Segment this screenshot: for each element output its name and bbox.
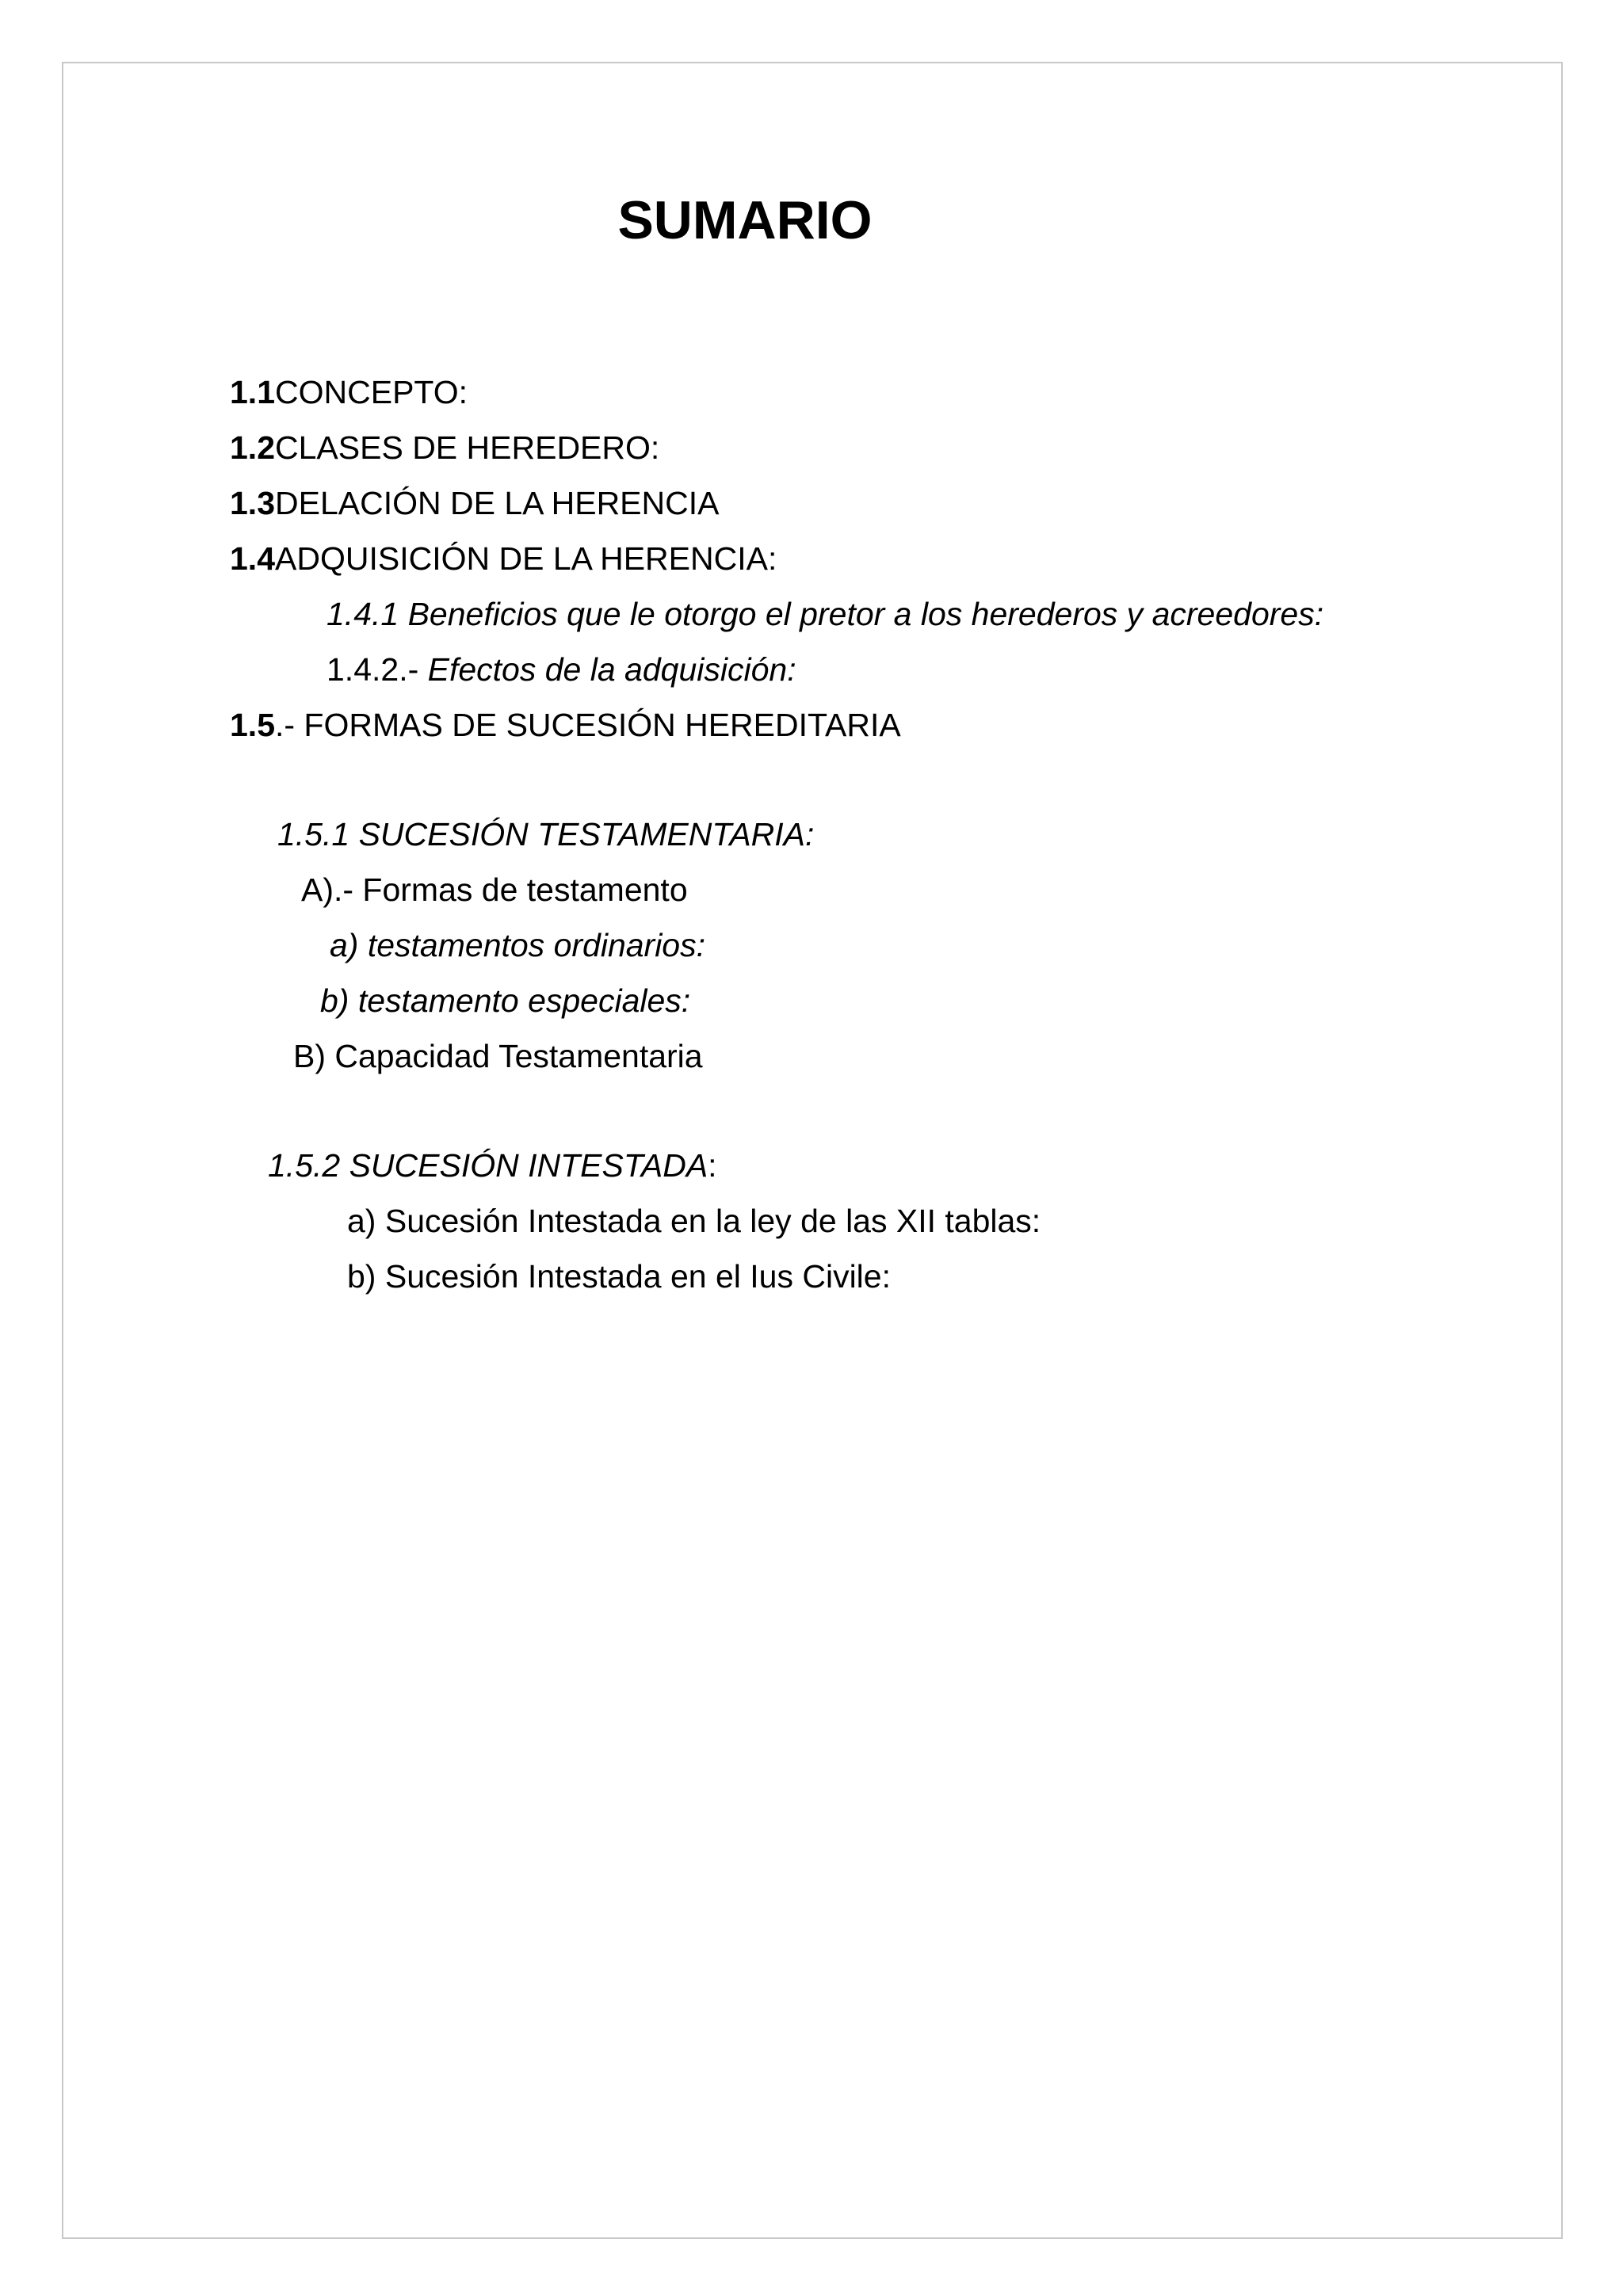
toc-item-A-a: a) testamentos ordinarios: [330, 927, 706, 963]
toc-item-A: A).- Formas de testamento [301, 871, 688, 908]
toc-item-1-2 [230, 428, 659, 467]
page-title: SUMARIO [617, 190, 873, 250]
toc-item-1-5-1: 1.5.1 SUCESIÓN TESTAMENTARIA: [277, 816, 815, 852]
toc-label: CONCEPTO: [275, 374, 468, 410]
toc-number: 1.4 [230, 540, 275, 577]
toc-label: CLASES DE HEREDERO: [275, 429, 660, 466]
toc-number: 1.1 [230, 374, 275, 410]
toc-item-intestada-a: a) Sucesión Intestada en la ley de las XII tablas: [347, 1203, 1041, 1239]
toc-item-1-4 [230, 539, 777, 578]
toc-label: .- FORMAS DE SUCESIÓN HEREDITARIA [275, 707, 901, 743]
toc-label: DELACIÓN DE LA HERENCIA [275, 485, 720, 521]
toc-item-A-b: b) testamento especiales: [320, 982, 691, 1019]
toc-item-1-4-2 [327, 650, 796, 689]
toc-number: 1.4.2.- [327, 651, 419, 688]
toc-item-1-3 [230, 483, 720, 523]
toc-item-1-5-2 [268, 1146, 717, 1185]
toc-item-B: B) Capacidad Testamentaria [293, 1038, 703, 1074]
toc-item-1-5 [230, 705, 901, 745]
toc-label: ADQUISICIÓN DE LA HERENCIA: [275, 540, 777, 577]
toc-number: 1.5 [230, 707, 275, 743]
toc-suffix: : [708, 1147, 717, 1184]
toc-number: 1.2 [230, 429, 275, 466]
toc-number: 1.3 [230, 485, 275, 521]
toc-label: Efectos de la adquisición: [418, 651, 796, 688]
toc-item-intestada-b: b) Sucesión Intestada en el Ius Civile: [347, 1258, 891, 1295]
toc-label: 1.5.2 SUCESIÓN INTESTADA [268, 1147, 708, 1184]
toc-item-1-4-1: 1.4.1 Beneficios que le otorgo el pretor a los herederos y acreedores: [327, 596, 1324, 632]
toc-item-1-1 [230, 372, 468, 412]
